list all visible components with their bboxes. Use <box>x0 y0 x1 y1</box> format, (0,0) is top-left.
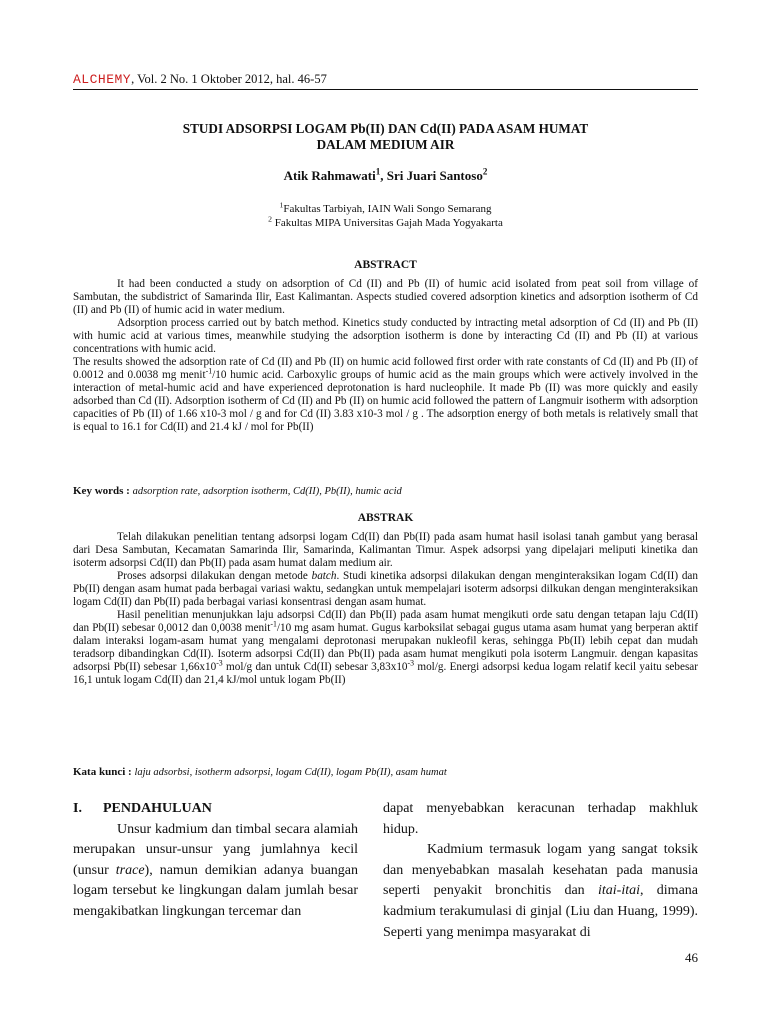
abstrak-body <box>73 531 698 687</box>
affiliation-2 <box>73 216 698 230</box>
section-heading-pendahuluan: I. PENDAHULUAN <box>73 801 212 816</box>
author-list <box>73 168 698 184</box>
abstrak-heading: ABSTRAK <box>357 512 414 524</box>
abstrak-p3-part-d: mol/g. Energi adsorpsi kedua logam relatif kecil yaitu sebesar 16,1 untuk logam Cd(II) dan 21,4 kJ/mol untuk logam Pb(II) <box>73 661 698 686</box>
abstract-p3-sup: -1 <box>205 366 213 376</box>
body-left-column <box>73 799 358 923</box>
header-rule <box>73 89 698 90</box>
journal-name: ALCHEMY <box>73 72 132 87</box>
journal-citation: , Vol. 2 No. 1 Oktober 2012, hal. 46-57 <box>131 72 327 86</box>
abstrak-p2-part-b: . Studi kinetika adsorpsi dilakukan dengan menginteraksikan logam Cd(II) dan Pb(II) dengan asam humat pada berbagai variasi waktu, sedangkan untuk mempelajari isoterm adsorpsi dilkukan dengan menginteraksikan logam Cd(II) dan Pb(II) pada berbagai variasi konsentrasi dengan asam humat. <box>73 570 698 608</box>
body-right-part-b: , dimana kadmium terakumulasi di ginjal (Liu dan Huang, 1999). Seperti yang menimpa masyarakat di <box>383 883 699 940</box>
body-left-paragraph <box>73 820 358 923</box>
body-left-trace: trace <box>115 862 145 878</box>
running-header <box>73 72 698 87</box>
abstrak-p2-part-a: Proses adsorpsi dilakukan dengan metode <box>117 570 312 582</box>
keywords-value: adsorption rate, adsorption isotherm, Cd(II), Pb(II), humic acid <box>132 486 402 497</box>
abstract-paragraph-2: Adsorption process carried out by batch method. Kinetics study conducted by intracting metal adsorption of Cd (II) and Pb (II) with humic acid at various times, meanwhile studying the adsorption isotherm is done by interacting Cd (II) and Pb (II) at various concentrations with humic acid. <box>73 317 698 355</box>
kata-kunci-label: Kata kunci : <box>73 766 135 778</box>
author-1: Atik Rahmawati <box>283 168 376 183</box>
abstrak-p3-sup-3: -3 <box>407 658 415 668</box>
abstract-p3-part-a: The results showed the adsorption rate of Cd (II) and Pb (II) on humic acid followed first order with rate constants of Cd (II) and Pb (II) of 0.0012 and 0.0038 mg menit <box>73 356 698 381</box>
body-right-column <box>383 799 698 943</box>
abstract-paragraph-3 <box>73 356 698 434</box>
affiliation-2-text: Fakultas MIPA Universitas Gajah Mada Yogyakarta <box>271 217 503 229</box>
body-right-paragraph-1: dapat menyebabkan keracunan terhadap makhluk hidup. <box>383 801 698 837</box>
abstrak-p3-sup-1: -1 <box>270 619 277 629</box>
abstrak-p3-part-c: mol/g dan untuk Cd(II) sebesar 3,83x10 <box>222 661 408 673</box>
abstrak-paragraph-2 <box>73 570 698 609</box>
author-2-sup: 2 <box>482 166 488 177</box>
affiliation-1-text: Fakultas Tarbiyah, IAIN Wali Songo Semarang <box>283 203 492 215</box>
author-separator: , <box>380 168 387 183</box>
abstract-p3-part-b: /10 humic acid. Carboxylic groups of humic acid as the main groups which were actively involved in the interaction of metal-humic acid and have experienced deprotonation is hard nucleophile. It made Pb (II) was more quickly and easily adsorbed than Cd (II). Adsorption isotherm of Cd (II) and Pb (II) on humic acid followed the pattern of Langmuir isotherm with adsorption capacities of Pb (II) of 1.66 x10-3 mol / g and for Cd (II) 3.83 x10-3 mol / g . The adsorption energy of both metals is relatively small that is equal to 16.1 for Cd(II) and 21.4 kJ / mol for Pb(II) <box>73 369 698 433</box>
title-line-2: DALAM MEDIUM AIR <box>316 137 455 152</box>
affiliation-2-sup: 2 <box>268 214 272 224</box>
abstract-body <box>73 278 698 434</box>
abstrak-p2-batch: batch <box>311 570 337 582</box>
keywords-label: Key words : <box>73 485 133 497</box>
abstrak-paragraph-3 <box>73 609 698 687</box>
abstract-heading: ABSTRACT <box>354 259 417 271</box>
abstrak-p3-part-b: /10 mg asam humat. Gugus karboksilat sebagai gugus utama asam humat yang berperan aktif dalam interaksi logam-asam humat yang mengalami deprotonasi merupakan nukleofil keras, sehingga Pb(II) lebih cepat dan mudah teradsorp dibandingkan Cd(II). Isoterm adsorpsi Cd(II) dan Pb(II) pada asam humat mengikuti pola isoterm Langmuir. dengan kapasitas adsorpsi Pb(II) sebesar 1,66x10 <box>73 622 698 673</box>
body-right-paragraph-2 <box>383 840 698 943</box>
abstrak-p3-part-a: Hasil penelitian menunjukkan laju adsorpsi Cd(II) dan Pb(II) pada asam humat mengikuti orde satu dengan tetapan laju Cd(II) dan Pb(II) sebesar 0,0012 dan 0,0038 menit <box>73 609 698 634</box>
kata-kunci-value: laju adsorbsi, isotherm adsorpsi, logam Cd(II), logam Pb(II), asam humat <box>134 767 447 778</box>
body-right-part-a: Kadmium termasuk logam yang sangat toksik dan menyebabkan masalah kesehatan pada manusia seperti penyakit bronchitis dan <box>383 842 698 899</box>
title-line-1: STUDI ADSORPSI LOGAM Pb(II) DAN Cd(II) PADA ASAM HUMAT <box>182 121 589 136</box>
author-1-sup: 1 <box>375 166 381 177</box>
body-right-itai: itai-itai <box>597 883 640 899</box>
abstrak-paragraph-1: Telah dilakukan penelitian tentang adsorpsi logam Cd(II) dan Pb(II) pada asam humat hasil isolasi tanah gambut yang berasal dari Desa Sambutan, Kecamatan Samarinda Ilir, Samarinda, Kalimantan Timur. Aspek adsorpsi yang dipelajari meliputi kinetika dan isoterm adsorpsi Cd(II) dan Pb(II) pada asam humat dalam medium air. <box>73 531 698 569</box>
abstract-paragraph-1: It had been conducted a study on adsorption of Cd (II) and Pb (II) of humic acid isolated from peat soil from village of Sambutan, the subdistrict of Samarinda Ilir, East Kalimantan. Aspects studied covered adsorption kinetics and adsorption isotherm of Cd (II) and Pb (II) of humic acid in water medium. <box>73 278 698 316</box>
body-left-part-a: Unsur kadmium dan timbal secara alamiah merupakan unsur-unsur yang jumlahnya kecil (unsur <box>73 821 358 878</box>
kata-kunci <box>73 766 698 778</box>
author-2: Sri Juari Santoso <box>386 168 483 183</box>
keywords <box>73 485 698 497</box>
abstrak-p3-sup-2: -3 <box>216 658 223 668</box>
body-left-part-b: ), namun demikian adanya buangan logam tersebut ke lingkungan dalam jumlah besar mengakibatkan lingkungan tercemar dan <box>73 862 358 919</box>
page-number: 46 <box>685 950 698 965</box>
paper-title <box>73 121 698 153</box>
affiliation-1-sup: 1 <box>279 200 284 210</box>
affiliation-1 <box>73 202 698 216</box>
